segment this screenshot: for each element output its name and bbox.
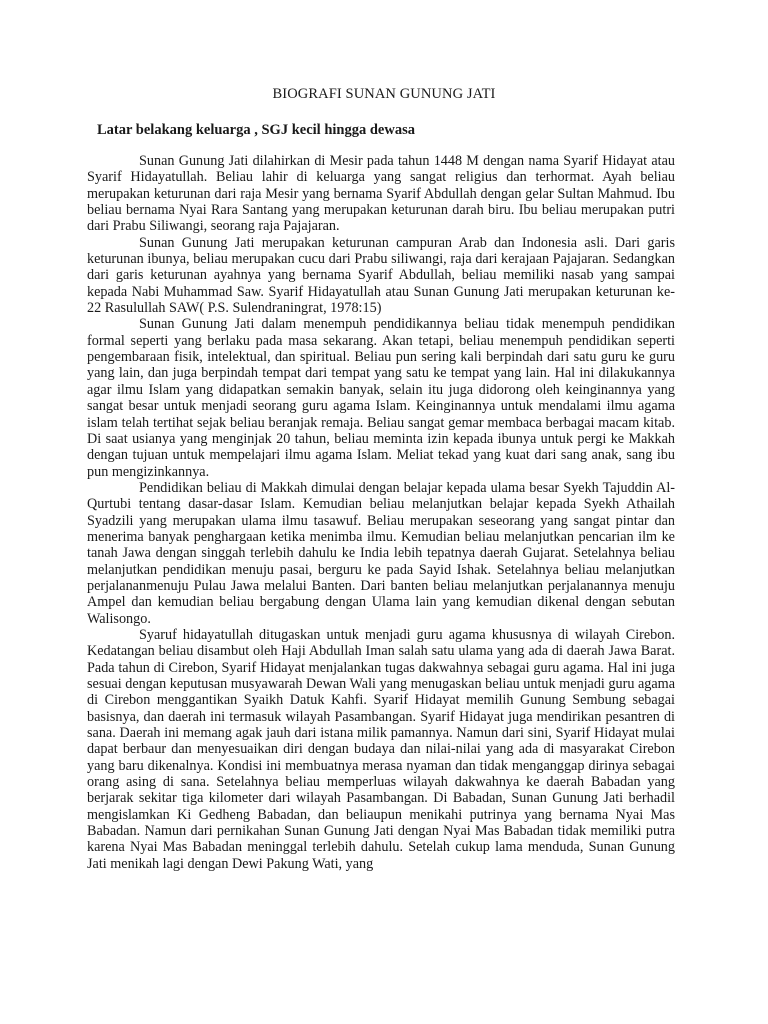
paragraph-4: Pendidikan beliau di Makkah dimulai dengan belajar kepada ulama besar Syekh Tajuddin Al-Qurtubi tentang dasar-dasar Islam. Kemudian beliau melanjutkan belajar kepada Syekh Athailah Syadzili yang merupakan ulama ilmu tasawuf. Beliau merupakan seseorang yang sangat pintar dan menerima banyak penghargaan ketika menimba ilmu. Kemudian beliau melanjutkan pencarian ilm ke tanah Jawa dengan singgah terlebih dahulu ke India lebih tepatnya daerah Gujarat. Setelahnya beliau melanjutkan pendidikan menuju pasai, berguru ke pada Sayid Ishak. Setelahnya beliau melanjutkan perjalananmenuju Pulau Jawa melalui Banten. Dari banten beliau melanjutkan perjalanannya menuju Ampel dan kemudian beliau bergabung dengan Ulama lain yang kemudian dikenal dengan sebutan Walisongo. bbox=[87, 479, 675, 627]
paragraph-2: Sunan Gunung Jati merupakan keturunan campuran Arab dan Indonesia asli. Dari garis keturunan ibunya, beliau merupakan cucu dari Prabu siliwangi, raja dari kerajaan Pajajaran. Sedangkan dari garis keturunan ayahnya yang bernama Syarif Abdullah, beliau memiliki nasab yang sampai kepada Nabi Muhammad Saw. Syarif Hidayatullah atau Sunan Gunung Jati merupakan keturunan ke-22 Rasulullah SAW( P.S. Sulendraningrat, 1978:15) bbox=[87, 234, 675, 317]
paragraph-5: Syaruf hidayatullah ditugaskan untuk menjadi guru agama khususnya di wilayah Cirebon. Kedatangan beliau disambut oleh Haji Abdullah Iman salah satu ulama yang ada di daerah Jawa Barat. Pada tahun di Cirebon, Syarif Hidayat menjalankan tugas dakwahnya sebagai guru agama. Hal ini juga sesuai dengan keputusan musyawarah Dewan Wali yang menugaskan beliau untuk menjadi guru agama di Cirebon menggantikan Syaikh Datuk Kahfi. Syarif Hidayat memilih Gunung Sembung sebagai basisnya, dan daerah ini termasuk wilayah Pasambangan. Syarif Hidayat juga mendirikan pesantren di sana. Daerah ini memang agak jauh dari istana milik pamannya. Namun dari sini, Syarif Hidayat mulai dapat berbaur dan menyesuaikan diri dengan budaya dan nilai-nilai yang ada di masyarakat Cirebon yang baru dikenalnya. Kondisi ini membuatnya merasa nyaman dan tidak menganggap dirinya sebagai orang asing di sana. Setelahnya beliau memperluas wilayah dakwahnya ke daerah Babadan yang berjarak sekitar tiga kilometer dari wilayah Pasambangan. Di Babadan, Sunan Gunung Jati berhadil mengislamkan Ki Gedheng Babadan, dan beliaupun menikahi putrinya yang bernama Nyai Mas Babadan. Namun dari pernikahan Sunan Gunung Jati dengan Nyai Mas Babadan tidak memiliki putra karena Nyai Mas Babadan meninggal terlebih dahulu. Setelah cukup lama menduda, Sunan Gunung Jati menikah lagi dengan Dewi Pakung Wati, yang bbox=[87, 626, 675, 872]
document-body bbox=[87, 153, 675, 872]
paragraph-3: Sunan Gunung Jati dalam menempuh pendidikannya beliau tidak menempuh pendidikan formal seperti yang berlaku pada masa sekarang. Akan tetapi, beliau menempuh pendidikan seperti pengembaraan fisik, intelektual, dan spiritual. Beliau pun sering kali berpindah dari satu guru ke guru yang lain, dan juga berpindah tempat dari tempat yang satu ke tempat yang lain. Hal ini dilakukannya agar ilmu Islam yang didapatkan semakin banyak, selain itu juga didorong oleh keinginannya yang sangat besar untuk menjadi seorang guru agama Islam. Keinginannya untuk mendalami ilmu agama islam telah tertihat sejak beliau beranjak remaja. Beliau sangat gemar membaca berbagai macam kitab. Di saat usianya yang menginjak 20 tahun, beliau meminta izin kepada ibunya untuk pergi ke Makkah dengan tujuan untuk mempelajari ilmu agama Islam. Meliat tekad yang kuat dari sang anak, sang ibu pun mengizinkannya. bbox=[87, 316, 675, 480]
section-heading: Latar belakang keluarga , SGJ kecil hingga dewasa bbox=[97, 122, 415, 138]
paragraph-1: Sunan Gunung Jati dilahirkan di Mesir pada tahun 1448 M dengan nama Syarif Hidayat atau Syarif Hidayatullah. Beliau lahir di keluarga yang sangat religius dan terhormat. Ayah beliau merupakan keturunan dari raja Mesir yang bernama Syarif Abdullah dengan gelar Sultan Mahmud. Ibu beliau bernama Nyai Rara Santang yang merupakan keturunan darah biru. Ibu beliau merupakan putri dari Prabu Siliwangi, seorang raja Pajajaran. bbox=[87, 153, 675, 235]
document-title: BIOGRAFI SUNAN GUNUNG JATI bbox=[272, 86, 496, 102]
